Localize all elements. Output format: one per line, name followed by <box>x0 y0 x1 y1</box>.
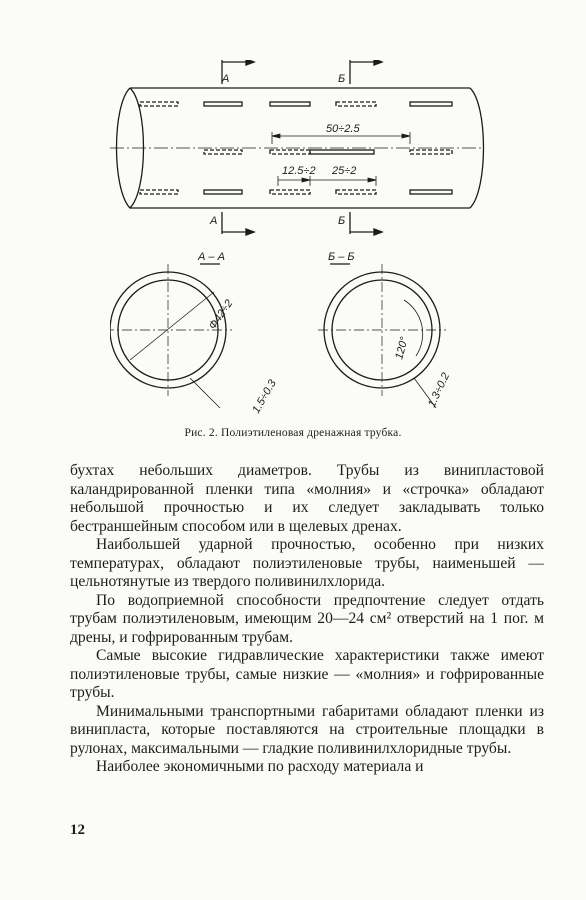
label-dim-gap: 12.5÷2 <box>282 165 316 177</box>
slots-bottom-row <box>140 190 452 194</box>
pipe-drawing <box>110 60 490 420</box>
section-bb-ring <box>318 264 446 408</box>
paragraph: По водоприемной способности предпочтение следует отдать трубам полиэтиленовым, имеющим 20—24 см² отверстий на 1 пог. м дрены, и гофрированным трубам. <box>70 591 544 646</box>
body-text <box>70 462 544 777</box>
label-angle: 120° <box>393 335 411 361</box>
section-b-bottom-marker <box>350 212 382 235</box>
label-diameter: Ф42÷2 <box>206 297 236 332</box>
slots-middle-row <box>204 150 452 154</box>
label-dim-slot: 25÷2 <box>332 165 357 177</box>
paragraph: бухтах небольших диаметров. Трубы из винипластовой каландрированной пленки типа «молния» и «строчка» обладают небольшой прочностью и их следует закладывать только бестраншейным способом или в щелевых дренах. <box>70 462 544 535</box>
paragraph: Минимальными транспортными габаритами обладают пленки из винипласта, которые поставляются на строительные площадки в рулонах, максимальными — гладкие поливинилхлоридные трубы. <box>70 702 544 757</box>
label-view-aa: А – А <box>198 251 225 263</box>
paragraph: Наибольшей ударной прочностью, особенно при низких температурах, обладают полиэтиленовые трубы, наименьшей — цельнотянутые из твердого поливинилхлорида. <box>70 536 544 590</box>
label-section-b-top: Б <box>338 73 346 85</box>
section-b-top-marker <box>350 60 382 84</box>
label-section-a-top: А <box>222 73 230 85</box>
page-number: 12 <box>70 822 85 838</box>
label-dim-spacing: 50÷2.5 <box>326 123 360 135</box>
section-a-bottom-marker <box>222 212 254 235</box>
label-view-bb: Б – Б <box>328 251 355 263</box>
label-section-b-bottom: Б <box>338 215 346 227</box>
label-slot-width-b: 1.3÷0.2 <box>425 371 453 410</box>
label-section-a-bottom: А <box>210 215 218 227</box>
figure-caption: Рис. 2. Полиэтиленовая дренажная трубка. <box>184 427 402 439</box>
paragraph: Самые высокие гидравлические характеристики также имеют полиэтиленовые трубы, самые низкие — «молния» и гофрированные трубы. <box>70 647 544 701</box>
label-slot-width-a: 1.5÷0.3 <box>250 377 279 416</box>
slots-top-row <box>140 102 452 106</box>
paragraph: Наиболее экономичными по расходу материала и <box>96 758 424 775</box>
dimension-gap-slot <box>278 176 376 186</box>
section-aa-ring <box>110 264 232 408</box>
